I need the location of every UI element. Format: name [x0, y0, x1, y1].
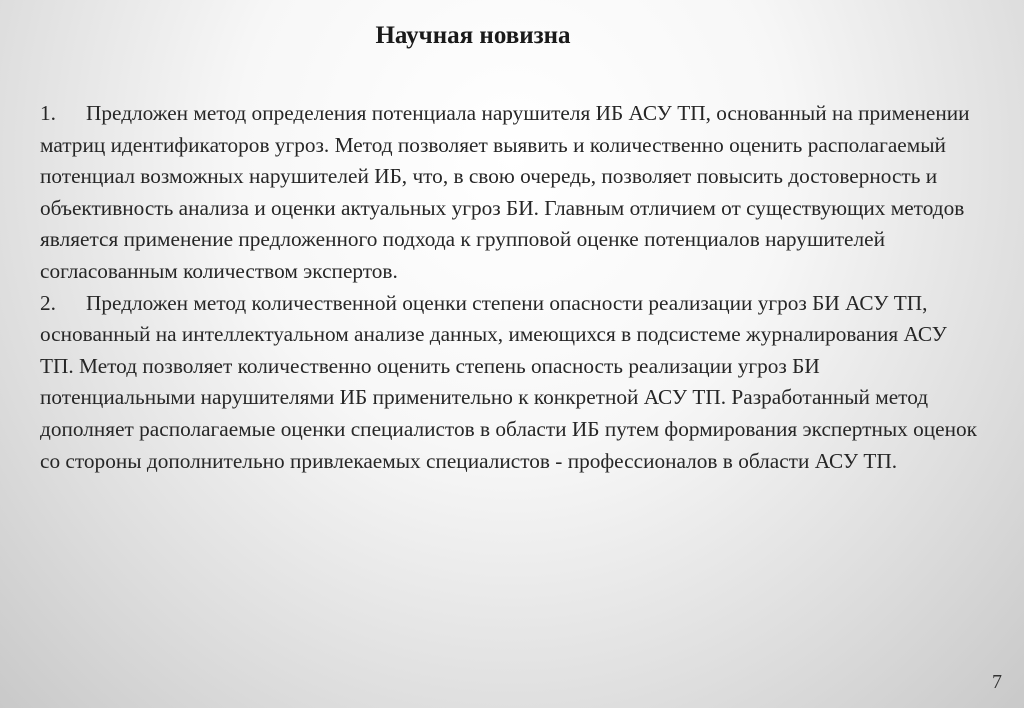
list-item-number: 1. [40, 101, 56, 125]
list-item [40, 288, 980, 478]
page-number: 7 [992, 671, 1002, 693]
list-item-text: Предложен метод определения потенциала нарушителя ИБ АСУ ТП, основанный на применении матриц идентификаторов угроз. Метод позволяет выявить и количественно оценить располагаемый потенциал возможных нарушителей ИБ, что, в свою очередь, позволяет повысить достоверность и объективность анализа и оценки актуальных угроз БИ. Главным отличием от существующих методов является применение предложенного подхода к групповой оценке потенциалов нарушителей согласованным количеством экспертов. [40, 101, 970, 283]
slide-title: Научная новизна [375, 22, 571, 49]
list-item [40, 98, 980, 288]
list-item-number: 2. [40, 290, 56, 315]
list-item-text: Предложен метод количественной оценки степени опасности реализации угроз БИ АСУ ТП, основанный на интеллектуальном анализе данных, имеющихся в подсистеме журналирования АСУ ТП. Метод позволяет количественно оценить степень опасность реализации угроз БИ потенциальными нарушителями ИБ применительно к конкретной АСУ ТП. Разработанный метод дополняет располагаемые оценки специалистов в области ИБ путем формирования экспертных оценок со стороны дополнительно привлекаемых специалистов - профессионалов в области АСУ ТП. [40, 290, 978, 473]
novelty-list [40, 98, 980, 477]
